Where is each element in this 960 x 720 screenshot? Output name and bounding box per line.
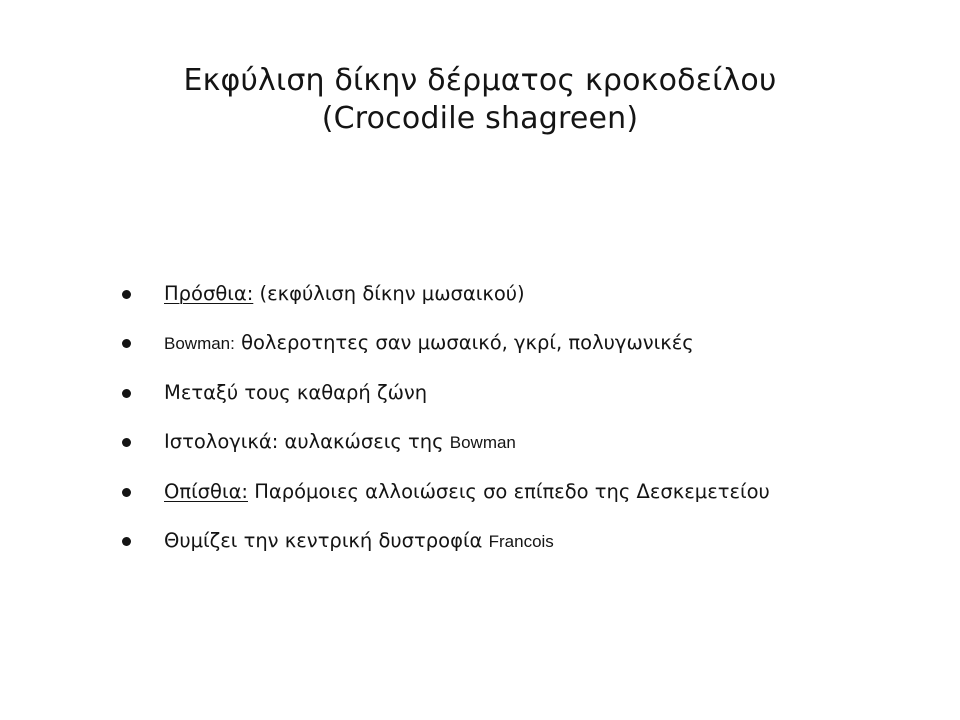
bullet-lead: Οπίσθια: — [164, 479, 248, 503]
bullet-item — [120, 279, 920, 328]
bullet-dot-icon — [122, 339, 131, 348]
bullet-item — [120, 427, 920, 476]
bullet-item — [120, 526, 920, 575]
bullet-item — [120, 378, 920, 427]
bullet-lead: Πρόσθια: — [164, 282, 254, 305]
bullet-text: (εκφύλιση δίκην μωσαικού) — [253, 282, 525, 305]
bullet-tail: Bowman — [449, 433, 516, 453]
bullet-item — [120, 477, 920, 526]
bullet-text: θολεροτητες σαν μωσαικό, γκρί, πολυγωνικές — [234, 331, 694, 355]
bullet-dot-icon — [122, 290, 131, 299]
bullet-text: Μεταξύ τους καθαρή ζώνη — [164, 380, 428, 404]
title-block — [0, 62, 960, 138]
bullet-dot-icon — [122, 438, 131, 447]
slide-title: Εκφύλιση δίκην δέρματος κροκοδείλου — [183, 63, 777, 98]
slide-subtitle: (Crocodile shagreen) — [321, 101, 639, 136]
bullet-dot-icon — [122, 537, 131, 546]
bullet-list — [120, 279, 920, 575]
bullet-text: Θυμίζει την κεντρική δυστροφία — [164, 528, 489, 552]
bullet-text: Παρόμοιες αλλοιώσεις σο επίπεδο της Δεσκεμετείου — [248, 479, 770, 503]
bullet-text: Ιστολογικά: αυλακώσεις της — [164, 430, 450, 454]
bullet-lead: Bowman: — [164, 334, 235, 354]
bullet-dot-icon — [122, 389, 131, 398]
bullet-item — [120, 328, 920, 377]
bullet-dot-icon — [122, 488, 131, 497]
bullet-tail: Francois — [488, 531, 554, 551]
